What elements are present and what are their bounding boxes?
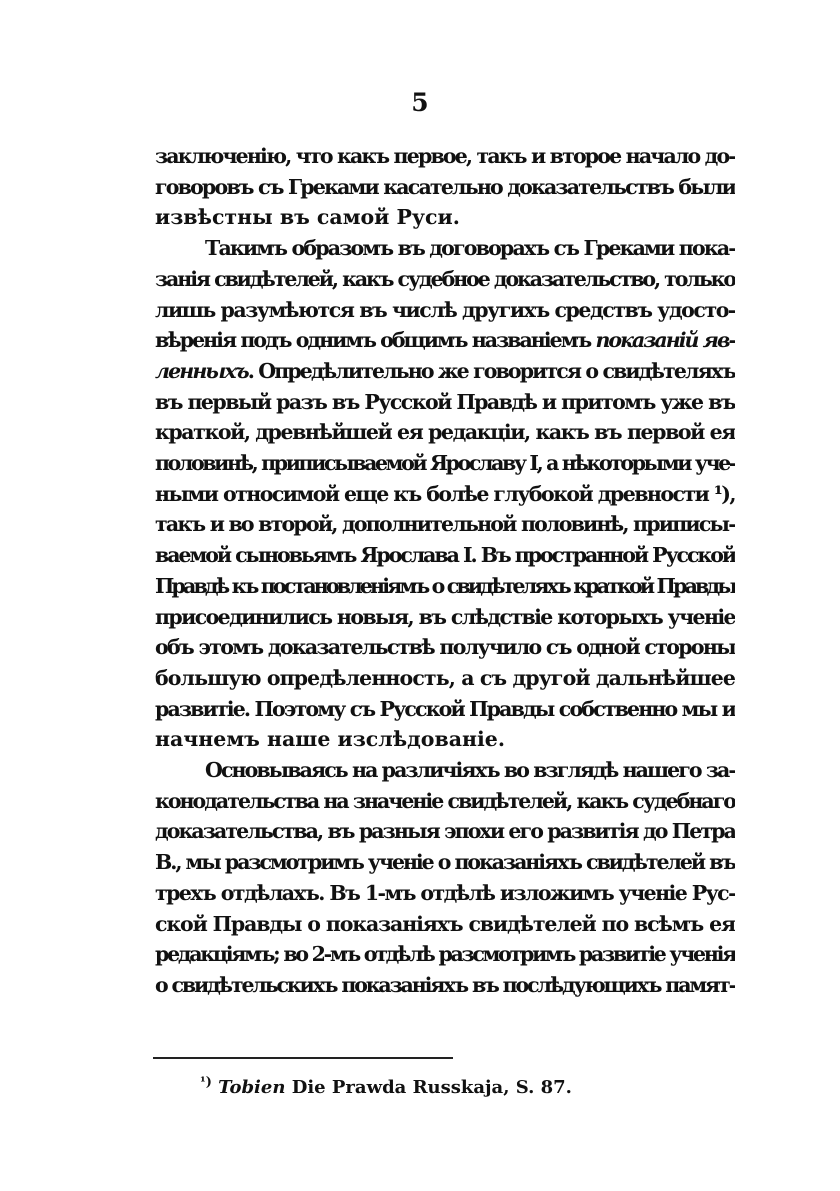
text-line: В., мы разсмотримъ ученіе о показаніяхъ свидѣтелей въ	[155, 850, 735, 875]
text-line	[155, 356, 735, 387]
text-line: большую опредѣленность, а съ другой дальнѣйшее	[155, 665, 735, 690]
footnote-author: Tobien	[218, 1077, 286, 1098]
paragraph	[155, 141, 735, 233]
paragraph	[155, 755, 735, 1001]
text-line: объ этомъ доказательствѣ получило съ одной стороны	[155, 635, 735, 660]
text-line	[155, 325, 735, 356]
footnote-divider	[153, 1057, 453, 1059]
text-line: присоединились новыя, въ слѣдствіе которыхъ ученіе	[155, 604, 735, 629]
text-run: . Опредѣлительно же говорится о свидѣтеляхъ	[247, 358, 735, 383]
text-line: трехъ отдѣлахъ. Въ 1-мъ отдѣлѣ изложимъ ученіе Рус-	[155, 880, 735, 905]
text-line: начнемъ наше изслѣдованіе.	[155, 727, 505, 752]
main-text	[155, 141, 735, 1001]
text-line: редакціямъ; во 2-мъ отдѣлѣ разсмотримъ развитіе ученія	[155, 942, 735, 967]
text-line: половинѣ, приписываемой Ярославу I, а нѣкоторыми уче-	[155, 451, 735, 476]
text-line: конодательства на значеніе свидѣтелей, какъ судебнаго	[155, 788, 735, 813]
text-run: вѣренія подъ однимъ общимъ названіемъ	[155, 328, 596, 353]
text-line: говоровъ съ Греками касательно доказательствъ были	[155, 174, 735, 199]
emphasized-term: показаній яв-	[595, 328, 735, 353]
page-number: 5	[411, 88, 429, 117]
text-line: заключенію, что какъ первое, такъ и второе начало до-	[155, 144, 735, 168]
text-line: ваемой сыновьямъ Ярослава I. Въ пространной Русской	[155, 543, 735, 568]
text-line: ской Правды о показаніяхъ свидѣтелей по всѣмъ ея	[155, 911, 735, 936]
footnote-text: Die Prawda Russkaja, S. 87.	[285, 1077, 572, 1098]
text-line: извѣстны въ самой Руси.	[155, 205, 460, 230]
text-line: въ первый разъ въ Русской Правдѣ и притомъ уже въ	[155, 389, 735, 414]
footnote	[200, 1076, 572, 1100]
text-line: занія свидѣтелей, какъ судебное доказательство, только	[155, 266, 735, 291]
footnote-mark: ¹)	[200, 1075, 212, 1090]
text-line: краткой, древнѣйшей ея редакціи, какъ въ первой ея	[155, 420, 735, 445]
text-line: лишь разумѣются въ числѣ другихъ средствъ удосто-	[155, 297, 735, 322]
text-line: такъ и во второй, дополнительной половинѣ, приписы-	[155, 512, 735, 537]
text-line: Правдѣ къ постановленіямъ о свидѣтеляхъ краткой Правды	[155, 573, 735, 598]
paragraph	[155, 233, 735, 755]
emphasized-term: ленныхъ	[155, 358, 248, 383]
text-line: Основываясь на различіяхъ во взглядѣ нашего за-	[205, 758, 735, 783]
text-line: Такимъ образомъ въ договорахъ съ Греками пока-	[205, 236, 735, 261]
text-line: развитіе. Поэтому съ Русской Правды собственно мы и	[155, 696, 735, 721]
text-line: о свидѣтельскихъ показаніяхъ въ послѣдующихъ памят-	[155, 972, 735, 997]
text-line: доказательства, въ разныя эпохи его развитія до Петра	[155, 819, 735, 844]
text-line: ными относимой еще къ болѣе глубокой древности ¹),	[155, 481, 735, 506]
